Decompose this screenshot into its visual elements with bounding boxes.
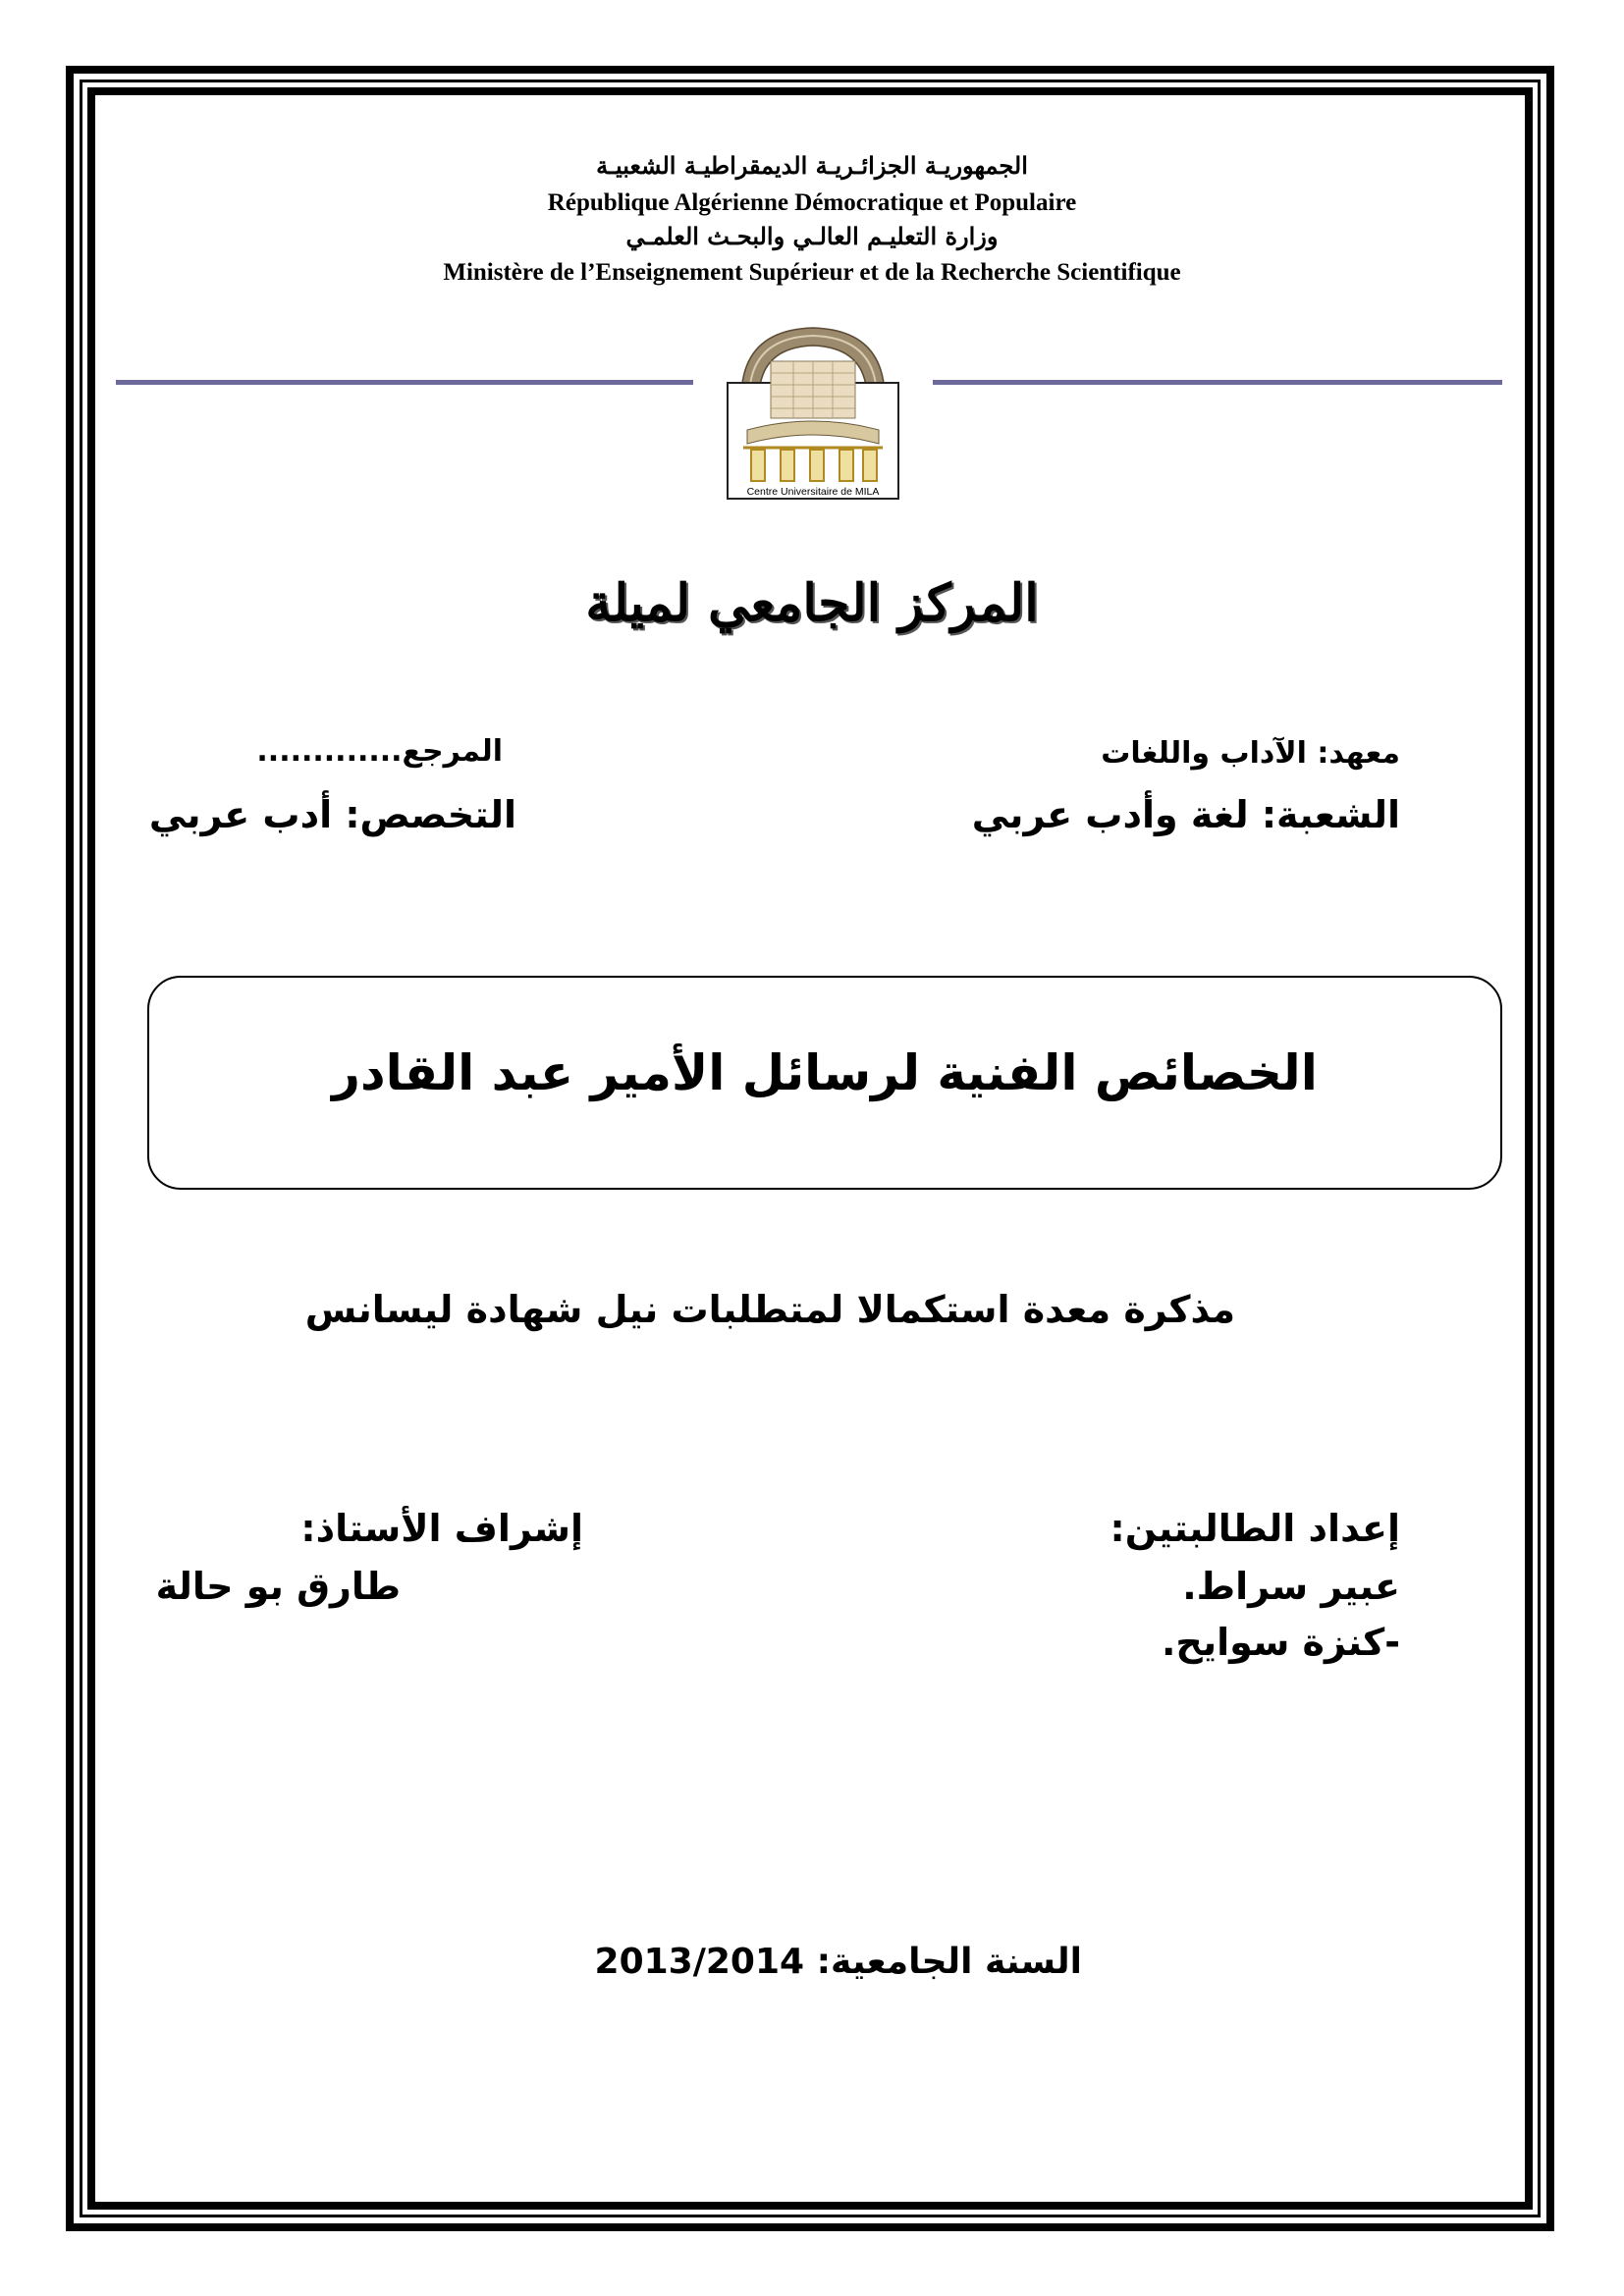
students-label: إعداد الطالبتين: — [1110, 1507, 1400, 1550]
thesis-title-box — [147, 976, 1502, 1190]
institute-label: معهد: الآداب واللغات — [1101, 736, 1400, 771]
thesis-title: الخصائص الفنية لرسائل الأمير عبد القادر — [332, 1044, 1318, 1101]
ministry-french: Ministère de l’Enseignement Supérieur et de la Recherche Scientifique — [443, 259, 1181, 286]
institution-name: المركز الجامعي لميلة — [585, 573, 1039, 633]
supervisor-name: طارق بو حالة — [155, 1565, 401, 1608]
specialty-label: التخصص: أدب عربي — [148, 793, 516, 836]
republic-arabic: الجمهوريـة الجزائـريـة الديمقراطيـة الشعبيـة — [596, 151, 1028, 180]
ministry-arabic: وزارة التعليـم العالـي والبحـث العلمـي — [625, 222, 999, 250]
header-rule-left — [116, 380, 693, 385]
university-logo — [720, 322, 906, 506]
supervisor-label: إشراف الأستاذ: — [300, 1507, 583, 1550]
student-name-1: عبير سراط. — [1182, 1565, 1400, 1608]
logo-caption: Centre Universitaire de MILA — [746, 486, 880, 498]
republic-french: République Algérienne Démocratique et Populaire — [547, 189, 1077, 216]
department-label: الشعبة: لغة وأدب عربي — [971, 793, 1400, 836]
academic-year: السنة الجامعية: 2013/2014 — [594, 1942, 1082, 1982]
header-rule-right — [933, 380, 1502, 385]
student-name-2: -كنزة سوايح. — [1162, 1621, 1400, 1664]
reference-label: المرجع............. — [256, 734, 503, 769]
thesis-subtitle: مذكرة معدة استكمالا لمتطلبات نيل شهادة ليسانس — [304, 1288, 1235, 1331]
